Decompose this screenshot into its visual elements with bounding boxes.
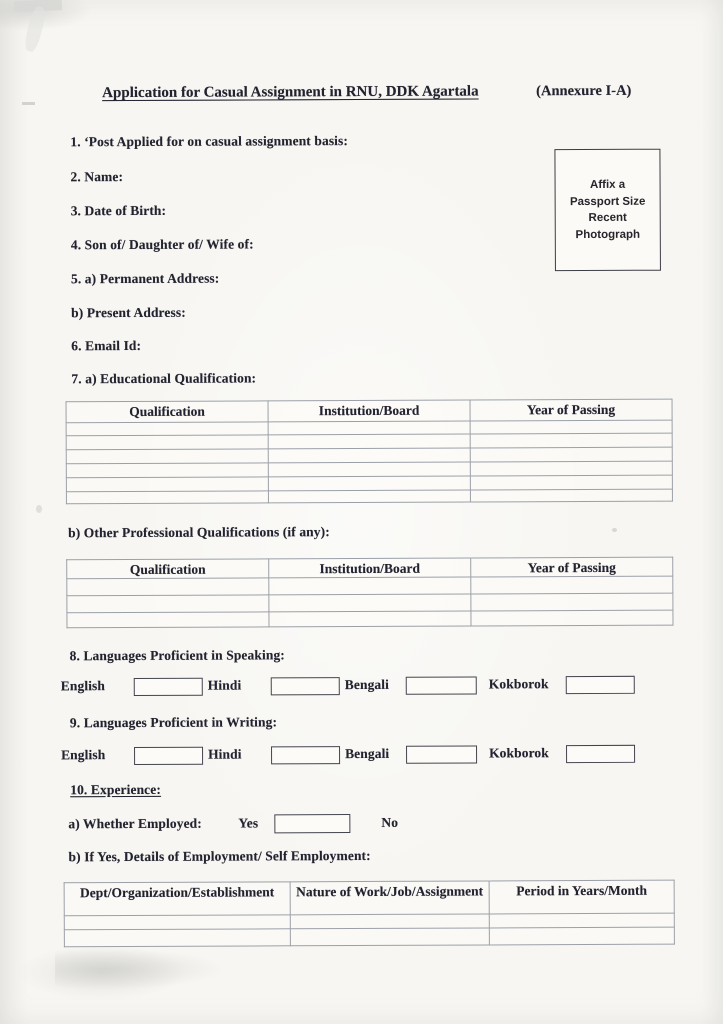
field-label-post-applied: 1. ‘Post Applied for on casual assignment basis: [70,133,349,150]
employed-question-label: a) Whether Employed: [68,815,202,832]
empty-cell[interactable] [67,612,269,628]
table-header-period: Period in Years/Month [489,880,674,914]
empty-cell[interactable] [268,490,470,503]
language-checkbox-kokborok-speaking[interactable] [566,676,635,694]
photo-affix-text-line: Affix a [589,178,626,191]
empty-cell[interactable] [471,576,673,594]
empty-cell[interactable] [66,477,268,492]
language-label-kokborok: Kokborok [488,676,549,692]
language-label-bengali: Bengali [344,676,390,693]
empty-cell[interactable] [67,595,269,613]
table-header-institution-board: Institution/Board [269,558,471,578]
annexure-label: (Annexure I-A) [536,82,632,100]
empty-cell[interactable] [489,927,674,945]
empty-cell[interactable] [471,593,673,611]
empty-cell[interactable] [269,577,471,595]
empty-cell[interactable] [268,462,470,477]
field-label-email: 6. Email Id: [71,337,142,354]
empty-cell[interactable] [66,491,268,504]
empty-cell[interactable] [268,448,470,463]
employment-details-heading: b) If Yes, Details of Employment/ Self Employment: [68,847,371,865]
empty-cell[interactable] [64,929,290,947]
field-label-name: 2. Name: [70,169,124,185]
empty-cell[interactable] [470,489,672,502]
language-checkbox-english-writing[interactable] [134,747,203,765]
table-header-row [67,557,673,579]
empty-cell[interactable] [268,476,470,491]
educational-qualification-table [66,399,673,505]
empty-cell[interactable] [66,422,268,436]
table-header-row [64,880,674,916]
form-title: Application for Casual Assignment in RNU, DDK Agartala [102,83,479,102]
field-label-dob: 3. Date of Birth: [70,202,167,219]
table-header-year-of-passing: Year of Passing [471,557,673,577]
table-row [66,489,672,504]
empty-cell[interactable] [66,463,268,478]
empty-cell[interactable] [67,578,269,596]
table-row [67,610,673,628]
photo-affix-text-line: Photograph [575,228,641,241]
professional-qualification-table [66,557,673,629]
empty-cell[interactable] [290,914,489,929]
empty-cell[interactable] [290,928,489,946]
table-header-row [66,399,672,423]
table-header-institution-board: Institution/Board [268,400,470,422]
photo-affix-text-line: Recent [588,211,627,225]
language-checkbox-english-speaking[interactable] [134,678,203,696]
empty-cell[interactable] [470,461,672,476]
empty-cell[interactable] [470,475,672,490]
photo-affix-text-line: Passport Size [569,195,646,208]
table-header-dept-organization: Dept/Organization/Establishment [64,882,290,916]
empty-cell[interactable] [269,594,471,612]
table-header-nature-of-work: Nature of Work/Job/Assignment [290,881,489,915]
field-label-educational-qualification: 7. a) Educational Qualification: [71,370,257,387]
empty-cell[interactable] [268,421,470,435]
table-header-year-of-passing: Year of Passing [470,399,672,421]
employed-no-label: No [381,814,399,830]
empty-cell[interactable] [269,611,471,627]
employed-yes-checkbox[interactable] [274,814,350,833]
employment-details-table [64,880,675,948]
empty-cell[interactable] [66,435,268,450]
language-checkbox-hindi-writing[interactable] [271,746,340,764]
table-row [64,927,674,947]
language-label-hindi: Hindi [208,746,242,762]
field-label-other-qualifications: b) Other Professional Qualifications (if any): [68,524,330,541]
empty-cell[interactable] [470,420,672,434]
language-checkbox-bengali-speaking[interactable] [406,676,477,694]
field-label-permanent-address: 5. a) Permanent Address: [70,270,220,287]
empty-cell[interactable] [470,433,672,448]
language-label-hindi: Hindi [207,677,242,693]
employed-yes-label: Yes [238,815,259,831]
empty-cell[interactable] [66,449,268,464]
empty-cell[interactable] [64,915,290,930]
speaking-heading: 8. Languages Proficient in Speaking: [69,647,285,664]
experience-heading: 10. Experience: [70,781,161,798]
writing-heading: 9. Languages Proficient in Writing: [69,714,278,731]
language-checkbox-bengali-writing[interactable] [406,745,477,763]
table-header-qualification: Qualification [66,401,268,423]
empty-cell[interactable] [268,434,470,449]
language-checkbox-hindi-speaking[interactable] [271,677,340,695]
language-label-english: English [61,747,106,763]
language-label-kokborok: Kokborok [489,745,549,761]
field-label-relation: 4. Son of/ Daughter of/ Wife of: [70,236,254,253]
empty-cell[interactable] [471,610,673,626]
language-label-english: English [60,678,106,694]
empty-cell[interactable] [470,447,672,462]
empty-cell[interactable] [489,913,674,928]
language-label-bengali: Bengali [345,745,390,762]
table-header-qualification: Qualification [67,559,269,579]
field-label-present-address: b) Present Address: [71,304,186,321]
language-checkbox-kokborok-writing[interactable] [566,745,635,763]
photo-affix-box [554,149,661,271]
